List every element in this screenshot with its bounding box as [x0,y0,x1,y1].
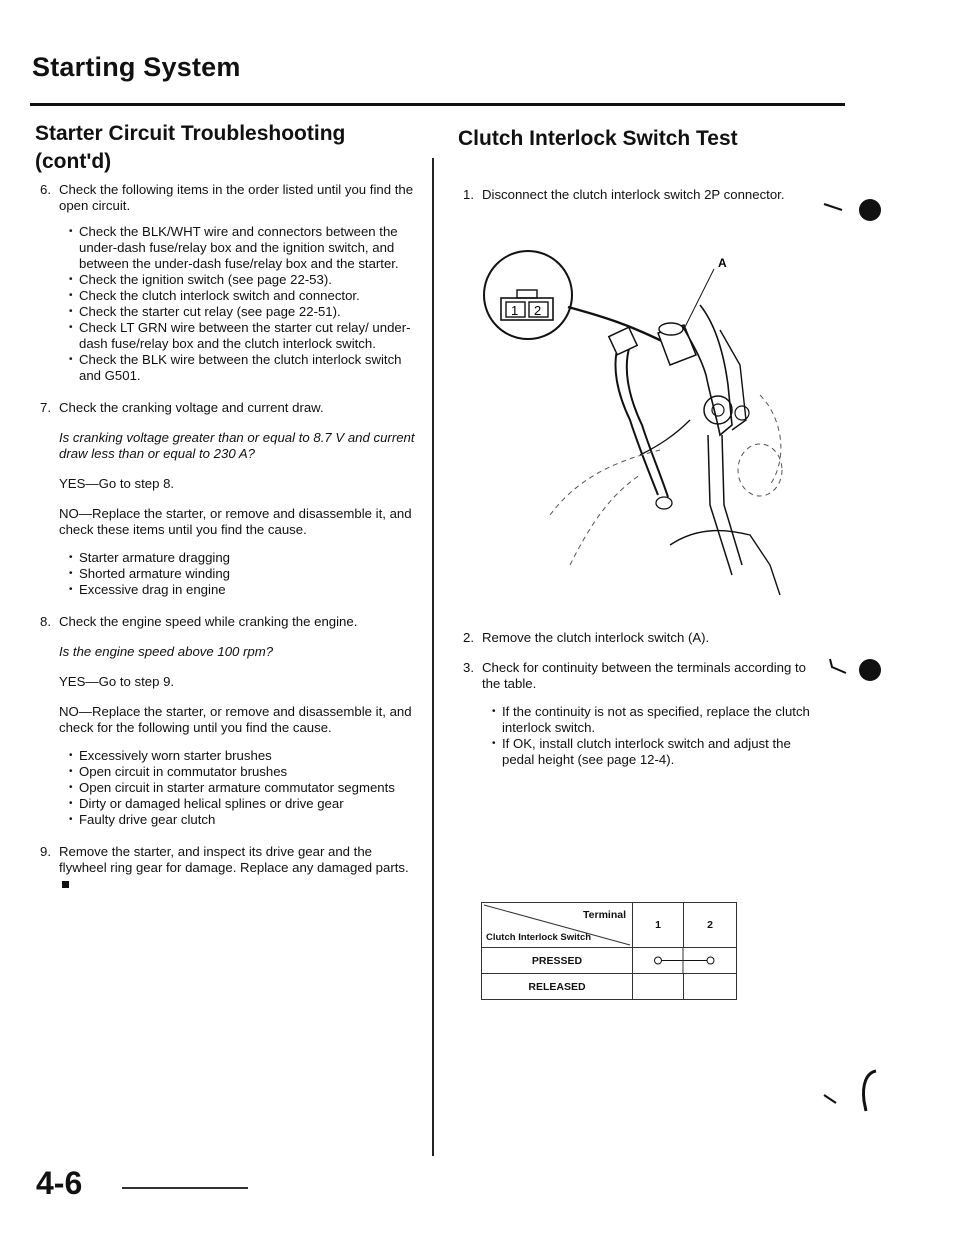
pedal-arm [708,435,742,575]
list-item: • Shorted armature winding [79,566,415,582]
list-item: • Open circuit in commutator brushes [79,764,415,780]
step-text: Check the cranking voltage and current draw. [59,400,324,415]
step-text: Check the following items in the order listed until you find the open circuit. [59,182,414,213]
step-number: 7. [40,400,51,415]
bracket-nut [735,406,749,420]
step-number: 3. [463,660,474,675]
section-title-starter-circuit: Starter Circuit Troubleshooting [35,122,346,145]
table-cell [684,974,737,1000]
table-header-row [482,903,737,948]
hidden-line [738,444,782,496]
harness-grommet [656,497,672,509]
header-rule [30,103,845,106]
hidden-line [760,395,781,485]
hidden-line [570,475,640,565]
step-number: 1. [463,187,474,202]
step-number: 8. [40,614,51,629]
step-7-no: NO—Replace the starter, or remove and disassemble it, and check these items until you find the cause. [59,506,412,537]
clutch-interlock-switch-figure [470,245,810,605]
list-item: • Open circuit in starter armature commutator segments [79,780,415,796]
step-text: Check for continuity between the terminals according to the table. [482,660,806,691]
harness-connector [609,327,637,354]
list-item: • Starter armature dragging [79,550,415,566]
continuity-table [481,902,737,1000]
step-text: Remove the clutch interlock switch (A). [482,630,710,645]
connector-latch [517,290,537,298]
section-title-clutch-interlock: Clutch Interlock Switch Test [458,127,738,150]
right-step-1 [458,187,818,203]
margin-punch-mark [855,655,885,685]
connector-callout-circle [484,251,572,339]
step-text: Check the engine speed while cranking the engine. [59,614,358,629]
step-number: 2. [463,630,474,645]
list-item: • Check the ignition switch (see page 22-53). [79,272,415,288]
continuity-symbol [633,948,735,973]
connector-pin-label: 1 [511,303,519,318]
list-item: • If OK, install clutch interlock switch and adjust the pedal height (see page 12-4). [502,736,818,768]
list-item: • Check the BLK wire between the clutch interlock switch and G501. [79,352,415,384]
step-8-yes: YES—Go to step 9. [59,674,175,689]
step-8 [35,614,415,630]
step-number: 9. [40,844,51,859]
list-item: • Excessive drag in engine [79,582,415,598]
row-label: PRESSED [482,948,633,974]
pivot-bolt [704,396,732,424]
step-6-checklist [35,224,415,384]
step-8-causes [35,748,415,828]
right-column-lower [458,620,818,768]
step-7-yes: YES—Go to step 8. [59,476,175,491]
step-7 [35,400,415,416]
table-cell [633,974,684,1000]
step-7-question: Is cranking voltage greater than or equal to 8.7 V and current draw less than or equal to 230 A? [59,430,415,461]
margin-tick-mark [826,657,850,677]
right-step-3 [458,660,818,692]
left-column [35,120,415,892]
column-header: 1 [633,903,684,948]
right-column [458,125,818,203]
pedal-bracket-edge [720,330,746,430]
footer-rule [122,1187,248,1189]
list-item: • Excessively worn starter brushes [79,748,415,764]
margin-bracket-mark [822,1065,882,1115]
step-number: 6. [40,182,51,197]
pedal-pad [670,531,780,595]
margin-punch-mark [855,195,885,225]
callout-label-a: A [718,256,727,270]
step-text: Disconnect the clutch interlock switch 2P connector. [482,187,785,202]
switch-plunger [659,323,683,335]
list-item: • Faulty drive gear clutch [79,812,415,828]
pedal-link [640,420,690,455]
page-header-title: Starting System [32,52,241,82]
step-8-no: NO—Replace the starter, or remove and disassemble it, and check for the following until you find the cause. [59,704,412,735]
continuity-cell [633,948,737,974]
section-title-contd: (cont'd) [35,150,112,173]
right-step-3-bullets [458,704,818,768]
step-7-causes [35,550,415,598]
list-item: • Check the BLK/WHT wire and connectors between the under-dash fuse/relay box and the ignition switch, and between the under-dash fuse/relay box and the starter. [79,224,415,272]
table-row [482,974,737,1000]
table-corner-cell [482,903,633,948]
row-label: RELEASED [482,974,633,1000]
wire-harness [627,345,668,497]
margin-tick-mark [822,200,846,214]
table-row [482,948,737,974]
list-item: • Check LT GRN wire between the starter cut relay/ under-dash fuse/relay box and the clutch interlock switch. [79,320,415,352]
corner-label-switch: Clutch Interlock Switch [486,932,592,943]
list-item: • Dirty or damaged helical splines or drive gear [79,796,415,812]
right-step-2 [458,630,818,646]
list-item: • If the continuity is not as specified, replace the clutch interlock switch. [502,704,818,736]
list-item: • Check the starter cut relay (see page 22-51). [79,304,415,320]
step-8-question: Is the engine speed above 100 rpm? [59,644,274,659]
step-text: Remove the starter, and inspect its drive gear and the flywheel ring gear for damage. Replace any damaged parts. [59,844,409,875]
page-number: 4-6 [36,1165,83,1201]
wire-harness [615,340,658,495]
list-item: • Check the clutch interlock switch and connector. [79,288,415,304]
step-6 [35,182,415,214]
connector-pin-label: 2 [534,303,542,318]
end-of-section-mark [62,881,69,888]
pedal-bracket [682,305,732,435]
step-9 [35,844,415,892]
column-header: 2 [684,903,737,948]
corner-label-terminal: Terminal [583,909,626,921]
column-divider [432,158,434,1156]
